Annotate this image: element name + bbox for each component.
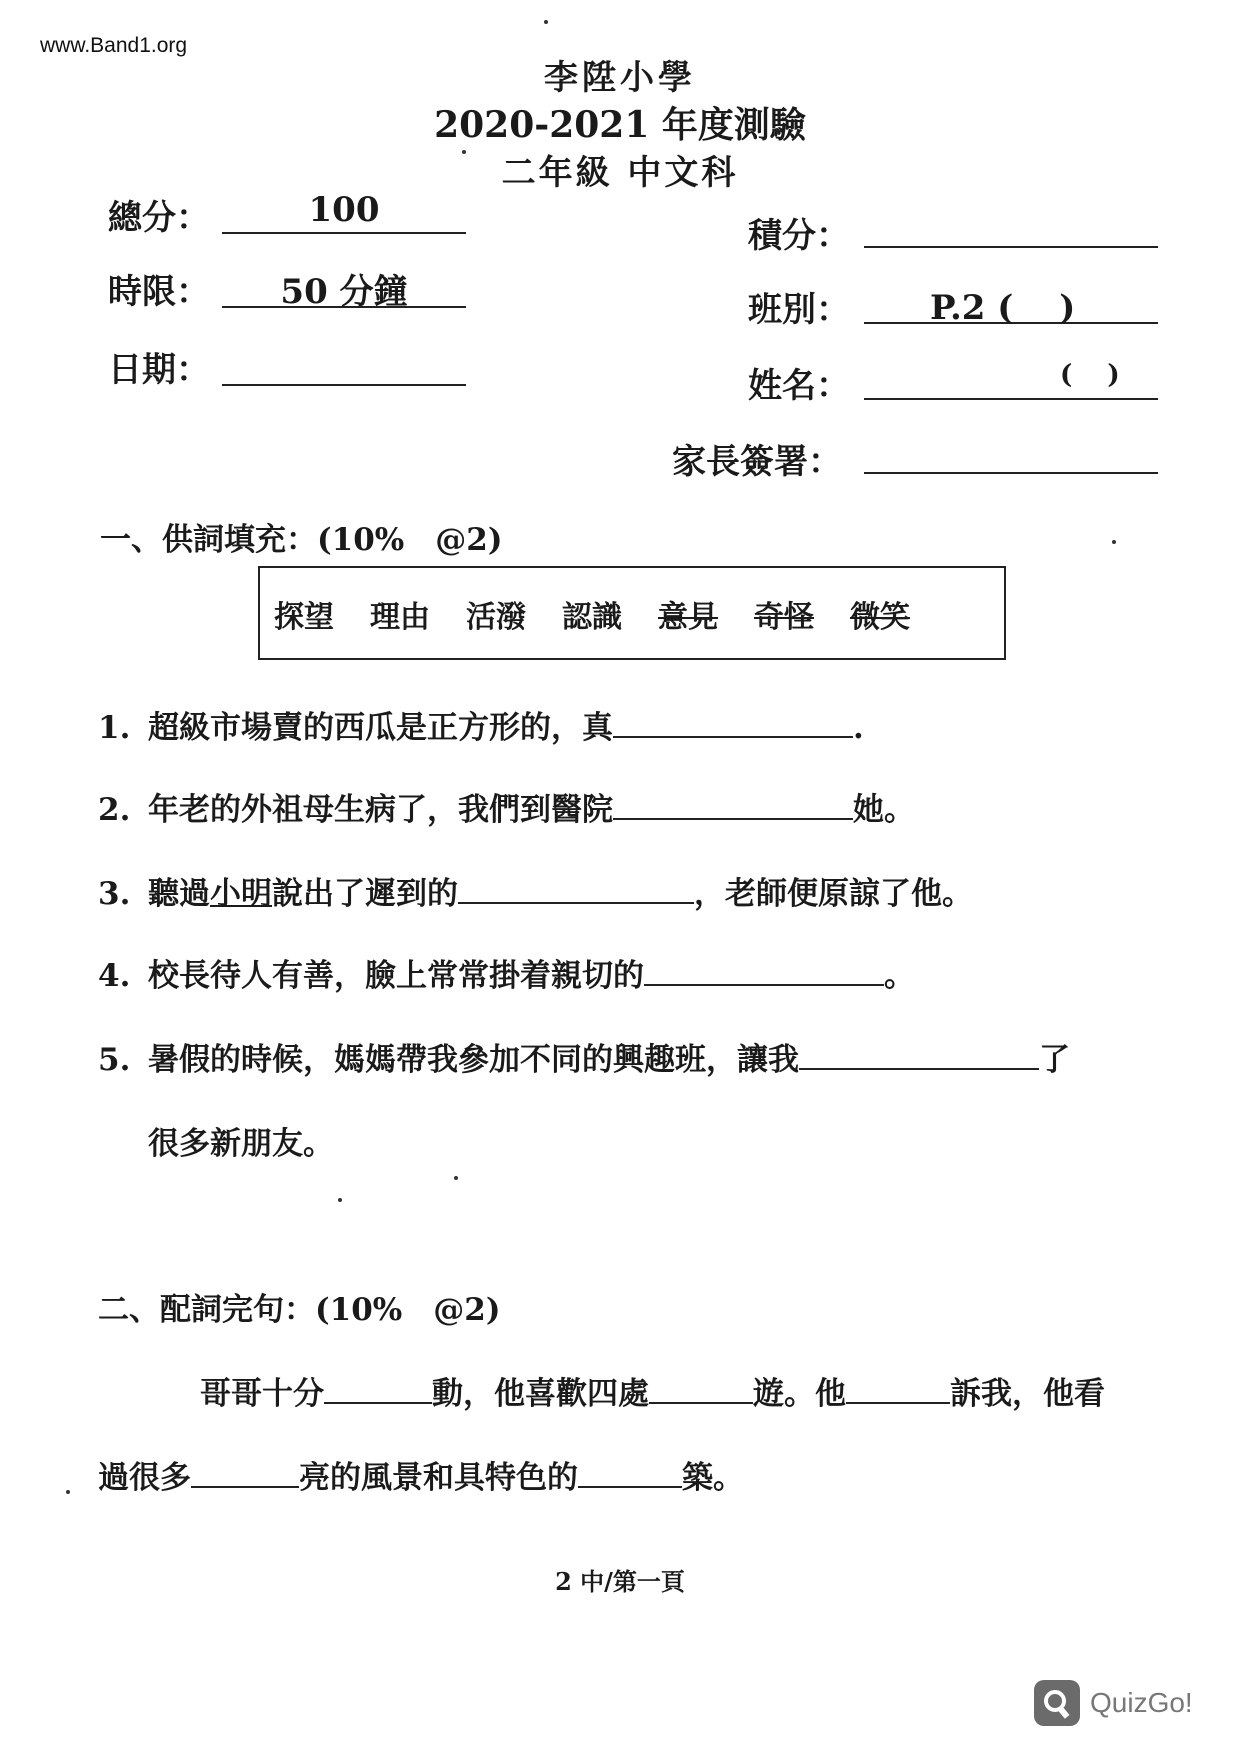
s2-blank-5[interactable] — [578, 1458, 682, 1488]
page-footer: 2 中/第一頁 — [555, 1567, 685, 1596]
word-6: 奇怪 — [754, 600, 814, 635]
s2-text-f: 亮的風景和具特色的 — [299, 1460, 578, 1496]
word-7: 微笑 — [850, 600, 910, 635]
question-3-text: 說出了遲到的 — [272, 876, 458, 912]
question-3-number: 3. — [98, 876, 131, 912]
s2-blank-3[interactable] — [846, 1374, 950, 1404]
question-2 — [98, 784, 915, 829]
parent-signature-line — [864, 472, 1158, 474]
question-3-end: ，老師便原諒了他。 — [694, 876, 973, 912]
scan-speck — [338, 1198, 342, 1202]
date-label: 日期： — [108, 350, 210, 390]
question-5-text: 暑假的時候，媽媽帶我參加不同的興趣班，讓我 — [148, 1042, 799, 1078]
name-label: 姓名： — [748, 366, 850, 406]
question-5-blank[interactable] — [799, 1040, 1039, 1070]
s2-text-a: 哥哥十分 — [200, 1376, 324, 1412]
date-line — [222, 384, 466, 386]
question-2-end: 她。 — [853, 792, 915, 828]
s2-text-b: 動，他喜歡四處 — [432, 1376, 649, 1412]
s2-text-c: 遊。他 — [753, 1376, 846, 1412]
name-marks: ( ) — [1060, 360, 1120, 390]
score-line — [864, 246, 1158, 248]
s2-blank-2[interactable] — [649, 1374, 753, 1404]
section2-paragraph-line2 — [98, 1452, 744, 1497]
class-value: P.2 ( ) — [930, 288, 1076, 328]
section1-title: 一、供詞填充：(10% @2) — [100, 522, 503, 558]
quizgo-logo — [1034, 1680, 1193, 1726]
question-2-number: 2. — [98, 792, 131, 828]
time-value: 50 分鐘 — [280, 272, 408, 312]
total-label: 總分： — [108, 198, 210, 238]
question-4-number: 4. — [98, 958, 131, 994]
word-5: 意見 — [658, 600, 718, 635]
total-line — [222, 232, 466, 234]
question-4-end: 。 — [884, 958, 915, 994]
word-3: 活潑 — [466, 600, 526, 635]
question-2-blank[interactable] — [613, 790, 853, 820]
question-1 — [98, 702, 864, 747]
word-bank-box — [258, 566, 1006, 660]
section2-title: 二、配詞完句：(10% @2) — [98, 1292, 501, 1328]
question-3-blank[interactable] — [458, 874, 694, 904]
s2-blank-1[interactable] — [324, 1374, 432, 1404]
total-value: 100 — [308, 190, 380, 230]
name-line — [864, 398, 1158, 400]
exam-title: 2020-2021 年度測驗 — [434, 104, 806, 146]
question-2-text: 年老的外祖母生病了，我們到醫院 — [148, 792, 613, 828]
scan-speck — [66, 1490, 70, 1494]
question-4-text: 校長待人有善，臉上常常掛着親切的 — [148, 958, 644, 994]
question-5-number: 5. — [98, 1042, 131, 1078]
question-3-name: 小明 — [210, 876, 272, 912]
word-1: 探望 — [274, 600, 334, 635]
question-1-text: 超級市場賣的西瓜是正方形的，真 — [148, 710, 613, 746]
question-5-end: 了 — [1039, 1042, 1070, 1078]
question-5 — [98, 1034, 1070, 1079]
s2-blank-4[interactable] — [191, 1458, 299, 1488]
parent-signature-label: 家長簽署： — [672, 442, 842, 482]
scan-speck — [1112, 540, 1116, 544]
s2-text-d: 訴我，他看 — [950, 1376, 1105, 1412]
section2-paragraph-line1 — [200, 1368, 1105, 1413]
school-name: 李陞小學 — [544, 58, 696, 98]
quizgo-logo-text: QuizGo! — [1090, 1687, 1193, 1718]
word-4: 認識 — [562, 600, 622, 635]
magnifier-icon — [1034, 1680, 1080, 1726]
score-label: 積分： — [748, 216, 850, 256]
question-1-end: . — [853, 710, 864, 746]
class-label: 班別： — [748, 290, 850, 330]
scan-speck — [454, 1176, 458, 1180]
scan-speck — [462, 150, 466, 154]
grade-subject: 二年級 中文科 — [501, 153, 739, 193]
time-label: 時限： — [108, 272, 210, 312]
s2-text-e: 過很多 — [98, 1460, 191, 1496]
question-5-line2: 很多新朋友。 — [148, 1126, 334, 1162]
question-3 — [98, 868, 973, 913]
question-4-blank[interactable] — [644, 956, 884, 986]
scan-speck — [544, 20, 548, 24]
word-bank — [274, 592, 910, 636]
s2-text-g: 築。 — [682, 1460, 744, 1496]
question-4 — [98, 950, 915, 995]
question-1-blank[interactable] — [613, 708, 853, 738]
site-watermark: www.Band1.org — [40, 34, 188, 57]
word-2: 理由 — [370, 600, 430, 635]
question-3-pre: 聽過 — [148, 876, 210, 912]
question-1-number: 1. — [98, 710, 131, 746]
